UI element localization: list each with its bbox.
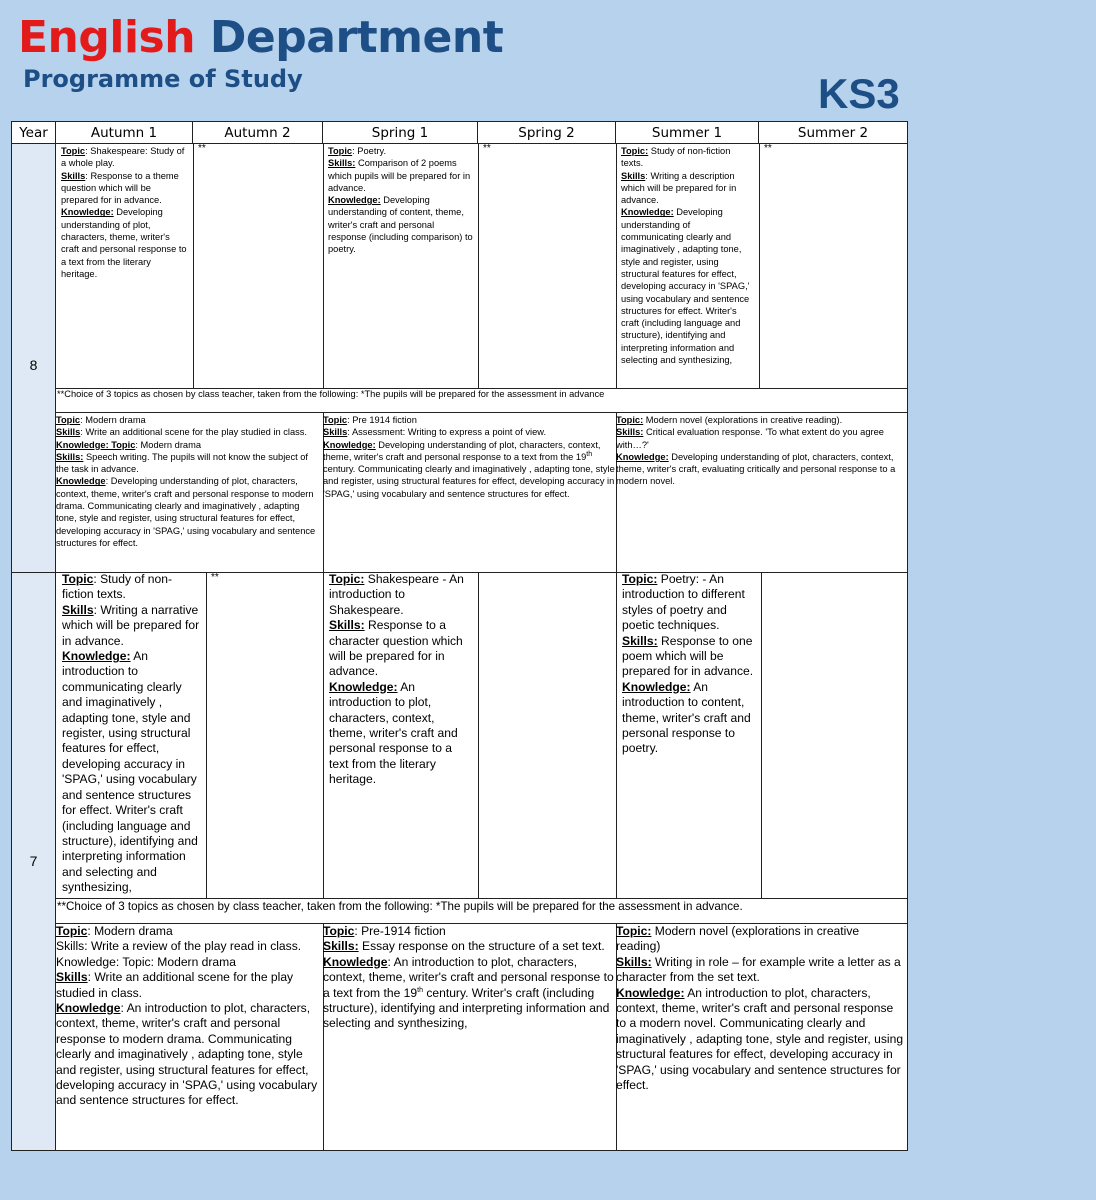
title-word-english: English xyxy=(18,12,196,63)
y7-option-pre-1914-fiction: Topic: Pre-1914 fiction Skills: Essay response on the structure of a set text. Knowledge: An introduction to plot, characters, context, theme, writer's craft and personal response to a text from the 19th century. Writer's craft (including structure), identifying and interpreting information and selecting and synthesizing, xyxy=(323,924,614,1031)
y7-summer1-cell: Topic: Poetry: - An introduction to different styles of poetry and poetic techniques. Skills: Response to one poem which will be prepared for in advance. Knowledge: An introduction to content, theme, writer's craft and personal response to poetry. xyxy=(622,572,754,756)
y7-choice-note: **Choice of 3 topics as chosen by class teacher, taken from the following: *The pupils will be prepared for the assessment in advance. xyxy=(57,900,743,913)
programme-table xyxy=(11,121,908,1151)
page-subtitle: Programme of Study xyxy=(23,65,303,93)
y8-summer1-cell: Topic: Study of non-fiction texts. Skills: Writing a description which will be prepared for in advance. Knowledge: Developing understanding of communicating clearly and imaginatively , adapting tone, style and register, using structural features for effect, developing accuracy in 'SPAG,' using vocabulary and sentence structures for effect. Writer's craft (including language and structure), identifying and interpreting information and selecting and synthesizing, xyxy=(621,146,750,366)
y7-autumn2-marker: ** xyxy=(211,572,219,583)
y8-spring2-marker: ** xyxy=(483,143,491,154)
y7-spring1-cell: Topic: Shakespeare - An introduction to Shakespeare. Skills: Response to a character question which will be prepared for in advance. Knowledge: An introduction to plot, characters, context, theme, writer's craft and personal response to a text from the literary heritage. xyxy=(329,572,464,787)
y8-option-pre-1914-fiction: Topic: Pre 1914 fiction Skills: Assessment: Writing to express a point of view. Knowledge: Developing understanding of plot, characters, context, theme, writer's craft and personal response to a text from the 19th century. Communicating clearly and imaginatively , adapting tone, style and register, using structural features for effect, developing accuracy in 'SPAG,' using vocabulary and sentence structures for effect. xyxy=(323,415,615,499)
year-8-label: 8 xyxy=(29,357,38,373)
y8-autumn1-cell: Topic: Shakespeare: Study of a whole play. Skills: Response to a theme question which will be prepared for in advance. Knowledge: Developing understanding of plot, characters, theme, writer's craft and personal response to a text from the literary heritage. xyxy=(61,146,187,279)
y7-option-modern-novel: Topic: Modern novel (explorations in creative reading) Skills: Writing in role – for example write a letter as a character from the set text. Knowledge: An introduction to plot, characters, context, theme, writer's craft and personal response to a modern novel. Communicating clearly and imaginatively , adapting tone, style and register, using structural features for effect, developing accuracy in 'SPAG,' using vocabulary and sentence structures for effect. xyxy=(616,924,904,1093)
column-header-summer-1: Summer 1 xyxy=(616,122,759,144)
y8-spring1-cell: Topic: Poetry. Skills: Comparison of 2 poems which pupils will be prepared for in advance. Knowledge: Developing understanding of content, theme, writer's craft and personal response (including comparison) to poetry. xyxy=(328,146,473,255)
page-title xyxy=(18,10,503,66)
title-word-department: Department xyxy=(209,12,504,63)
year-7-label: 7 xyxy=(29,853,38,869)
column-header-spring-2: Spring 2 xyxy=(478,122,616,144)
y7-autumn1-cell: Topic: Study of non-fiction texts. Skills: Writing a narrative which will be prepared for in advance. Knowledge: An introduction to communicating clearly and imaginatively , adapting tone, style and register, using structural features for effect, developing accuracy in 'SPAG,' using vocabulary and sentence structures for effect. Writer's craft (including language and structure), identifying and interpreting information and selecting and synthesizing, xyxy=(62,572,200,895)
key-stage-label: KS3 xyxy=(818,70,900,117)
column-header-summer-2: Summer 2 xyxy=(759,122,907,144)
column-header-autumn-2: Autumn 2 xyxy=(193,122,323,144)
y8-option-modern-drama: Topic: Modern drama Skills: Write an additional scene for the play studied in class. Knowledge: Topic: Modern drama Skills: Speech writing. The pupils will not know the subject of the task in advance. Knowledge: Developing understanding of plot, characters, context, theme, writer's craft and personal response to modern drama. Communicating clearly and imaginatively , adapting tone, style and register, using structural features for effect, developing accuracy in 'SPAG,' using vocabulary and sentence structures for effect. xyxy=(56,415,316,548)
y8-option-modern-novel: Topic: Modern novel (explorations in creative reading). Skills: Critical evaluation response. 'To what extent do you agree with…?' Knowledge: Developing understanding of plot, characters, context, theme, writer's craft, evaluating critically and personal response to a modern novel. xyxy=(616,415,896,487)
column-header-autumn-1: Autumn 1 xyxy=(56,122,193,144)
column-header-year: Year xyxy=(12,122,56,144)
year-column xyxy=(12,144,56,1150)
y8-choice-note: **Choice of 3 topics as chosen by class teacher, taken from the following: *The pupils will be prepared for the assessment in advance xyxy=(57,389,605,399)
column-header-spring-1: Spring 1 xyxy=(323,122,478,144)
y7-option-modern-drama: Topic: Modern drama Skills: Write a review of the play read in class. Knowledge: Topic: Modern drama Skills: Write an additional scene for the play studied in class. Knowledge: An introduction to plot, characters, context, theme, writer's craft and personal response to modern drama. Communicating clearly and imaginatively , adapting tone, style and register, using structural features for effect, developing accuracy in 'SPAG,' using vocabulary and sentence structures for effect. xyxy=(56,924,318,1108)
y8-autumn2-marker: ** xyxy=(198,143,206,154)
y8-summer2-marker: ** xyxy=(764,143,772,154)
